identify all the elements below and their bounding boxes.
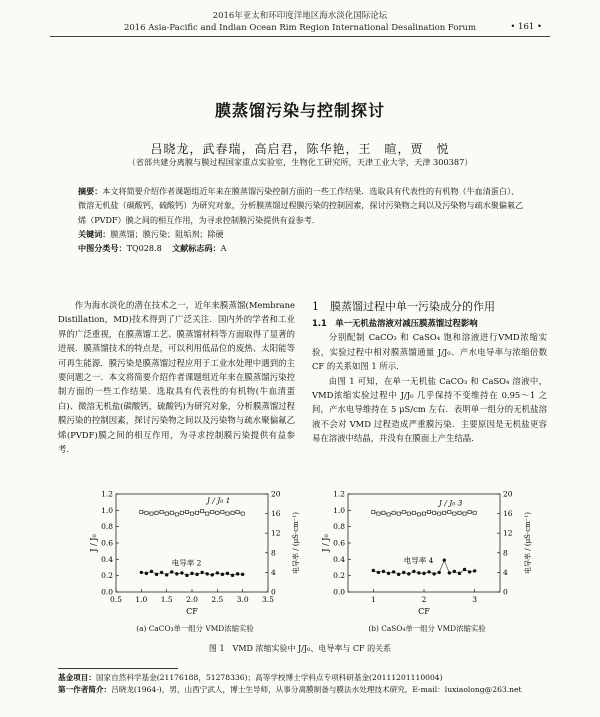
data-point xyxy=(195,511,198,514)
data-point xyxy=(200,571,203,574)
data-point xyxy=(190,512,193,515)
data-point xyxy=(160,510,163,513)
data-point xyxy=(387,513,390,516)
data-point xyxy=(241,573,244,576)
data-point xyxy=(190,572,193,575)
data-point xyxy=(407,512,410,515)
y-left-tick-label: 0.0 xyxy=(101,587,113,597)
fund-text: 国家自然科学基金(21176188，51278336)；高等学校博士学科点专项科研基金(20111201110004) xyxy=(95,673,443,682)
data-point xyxy=(180,571,183,574)
data-point xyxy=(377,512,380,515)
y-left-tick-label: 0.4 xyxy=(333,554,345,564)
y-left-axis-label: J / J₀ xyxy=(89,534,98,552)
data-point xyxy=(170,570,173,573)
data-point xyxy=(195,573,198,576)
data-point xyxy=(372,510,375,513)
data-point xyxy=(443,558,446,561)
plot-frame xyxy=(116,494,268,592)
right-column xyxy=(312,298,547,446)
data-point xyxy=(236,510,239,513)
clc-label: 中图分类号： xyxy=(78,243,127,254)
data-point xyxy=(392,511,395,514)
header-rule xyxy=(50,36,550,37)
y-right-tick-label: 20 xyxy=(503,489,513,499)
y-left-tick-label: 0.0 xyxy=(333,587,345,597)
y-left-tick-label: 0.6 xyxy=(333,538,345,548)
plot-frame xyxy=(348,494,500,592)
y-left-tick-label: 1.0 xyxy=(333,505,345,515)
clc-value: TQ028.8 xyxy=(126,243,162,254)
data-point xyxy=(165,512,168,515)
caption-a: (a) CaCO₃单一组分 VMD浓缩实验 xyxy=(136,624,254,633)
y-left-tick-label: 0.6 xyxy=(101,538,113,548)
series-label: J / J₀ 1 xyxy=(206,495,231,505)
y-right-tick-label: 8 xyxy=(271,548,276,558)
y-left-tick-label: 1.0 xyxy=(101,505,113,515)
x-tick-label: 2 xyxy=(421,595,427,604)
data-point xyxy=(427,570,430,573)
data-point xyxy=(402,510,405,513)
data-point xyxy=(221,573,224,576)
data-point xyxy=(155,511,158,514)
doc-label: 文献标志码： xyxy=(172,243,221,254)
data-point xyxy=(387,572,390,575)
data-point xyxy=(412,511,415,514)
data-point xyxy=(160,571,163,574)
header-en: 2016 Asia-Pacific and Indian Ocean Rim Region International Desalination Forum xyxy=(123,23,477,33)
footnote-rule xyxy=(58,668,178,669)
data-point xyxy=(185,574,188,577)
data-point xyxy=(433,511,436,514)
data-point xyxy=(397,573,400,576)
author-bio-text: 吕晓龙(1964-)，男，山西宁武人，博士生导师，从事分离膜制备与膜法水处理技术研究，E-mail：luxiaolong@263.net xyxy=(111,684,522,694)
data-point xyxy=(216,571,219,574)
data-point xyxy=(402,571,405,574)
abstract-text: 本文将简要介绍作者课题组近年来在膜蒸馏污染控制方面的一些工作结果．选取具有代表性的有机物（牛血清蛋白）、微溶无机盐（碳酸钙，硫酸钙）为研究对象，分析膜蒸馏过程膜污染的控制因素，探讨污染物之间以及污染物与疏水聚偏氟乙烯（PVDF）膜之间的相互作用，为寻求控制膜污染提供有益参考． xyxy=(78,186,524,225)
x-tick-label: 2.5 xyxy=(211,595,224,604)
data-point xyxy=(145,511,148,514)
y-left-tick-label: 0.4 xyxy=(101,554,113,564)
data-point xyxy=(422,572,425,575)
data-point xyxy=(231,511,234,514)
data-point xyxy=(463,568,466,571)
data-point xyxy=(155,573,158,576)
y-right-tick-label: 0 xyxy=(271,587,276,597)
x-tick-label: 1.0 xyxy=(135,595,148,604)
y-left-tick-label: 0.8 xyxy=(101,522,113,532)
y-right-tick-label: 4 xyxy=(503,567,508,577)
header-cn: 2016年亚太和环印度洋地区海水淡化国际论坛 xyxy=(212,11,388,21)
data-point xyxy=(165,573,168,576)
data-point xyxy=(145,572,148,575)
series-label: 电导率 4 xyxy=(403,555,434,565)
data-point xyxy=(140,510,143,513)
y-left-tick-label: 0.2 xyxy=(333,571,345,581)
data-point xyxy=(150,570,153,573)
x-tick-label: 2.0 xyxy=(186,595,198,604)
x-axis-label: CF xyxy=(418,607,430,616)
data-point xyxy=(438,571,441,574)
data-point xyxy=(211,510,214,513)
paper-title: 膜蒸馏污染与控制探讨 xyxy=(214,101,385,120)
series-label: 电导率 2 xyxy=(171,558,202,568)
data-point xyxy=(377,571,380,574)
y-right-tick-label: 8 xyxy=(503,548,508,558)
data-point xyxy=(372,569,375,572)
data-point xyxy=(226,572,229,575)
data-point xyxy=(226,512,229,515)
data-point xyxy=(382,511,385,514)
intro-paragraph: 作为海水淡化的潜在技术之一，近年来膜蒸馏(Membrane Distillation，MD)技术得到了广泛关注．国内外的学者和工业界的广泛重视，在膜蒸馏工艺、膜蒸馏材料等方面取得了显著的进展．膜蒸馏技术的特点是，可以利用低品位的废热、太阳能等可再生能源．膜污染是膜蒸馏过程应用于工业水处理中遇到的主要问题之一．本文将简要介绍作者课题组近年来在膜蒸馏污染控制方面的一些工作结果．选取具有代表性的有机物(牛血清蛋白)、微溶无机盐(碳酸钙，硫酸钙)为研究对象，分析膜蒸馏过程膜污染的控制因素，探讨污染物之间以及污染物与疏水聚偏氟乙烯(PVDF)膜之间的相互作用，为寻求控制膜污染提供有益参考． xyxy=(58,300,295,455)
data-point xyxy=(170,511,173,514)
data-point xyxy=(175,513,178,516)
doc-value: A xyxy=(220,243,227,254)
data-point xyxy=(463,512,466,515)
x-tick-label: 1 xyxy=(370,595,376,604)
abstract-label: 摘要： xyxy=(78,186,103,196)
data-point xyxy=(443,511,446,514)
data-point xyxy=(473,569,476,572)
y-right-tick-label: 20 xyxy=(271,489,281,499)
y-left-tick-label: 1.2 xyxy=(333,489,345,499)
y-left-tick-label: 0.8 xyxy=(333,522,345,532)
data-point xyxy=(417,571,420,574)
y-right-tick-label: 16 xyxy=(271,509,281,519)
keywords: 膜蒸馏；膜污染；阻垢剂；除硬 xyxy=(110,228,224,239)
figure-caption: 图 1 VMD 浓缩实验中 J/J₀、电导率与 CF 的关系 xyxy=(208,644,392,653)
affiliation: （省部共建分离膜与膜过程国家重点实验室，生物化工研究所，天津工业大学，天津 300387） xyxy=(127,157,473,167)
data-point xyxy=(206,512,209,515)
data-point xyxy=(453,570,456,573)
data-point xyxy=(201,510,204,513)
data-point xyxy=(412,570,415,573)
data-point xyxy=(221,510,224,513)
y-left-tick-label: 1.2 xyxy=(101,489,113,499)
data-point xyxy=(185,510,188,513)
data-point xyxy=(427,510,430,513)
data-point xyxy=(448,510,451,513)
left-column xyxy=(58,298,295,456)
chart-b xyxy=(318,488,538,620)
chart-a xyxy=(86,488,306,620)
data-point xyxy=(211,573,214,576)
data-point xyxy=(422,512,425,515)
y-left-axis-label: J / J₀ xyxy=(321,534,330,552)
data-point xyxy=(206,572,209,575)
data-point xyxy=(175,572,178,575)
y-right-axis-label: 电导率 / (μS·cm⁻¹) xyxy=(292,512,300,574)
y-right-tick-label: 12 xyxy=(271,528,281,538)
y-left-tick-label: 0.2 xyxy=(101,571,113,581)
y-right-tick-label: 4 xyxy=(271,567,276,577)
y-right-tick-label: 0 xyxy=(503,587,508,597)
x-tick-label: 3.5 xyxy=(262,595,274,604)
caption-b: (b) CaSO₄单一组分 VMD浓缩实验 xyxy=(368,624,486,633)
data-point xyxy=(180,511,183,514)
right-paragraph-1: 分别配制 CaCO₃ 和 CaSO₄ 饱和溶液进行VMD浓缩实验，实验过程中相对膜蒸馏通量 J/J₀、产水电导率与浓缩倍数 CF 的关系如图 1 所示． xyxy=(312,332,547,372)
authors: 吕晓龙，武春瑞，高启君，陈华艳，王 暄，贾 悦 xyxy=(150,142,450,156)
data-point xyxy=(468,570,471,573)
data-point xyxy=(468,510,471,513)
data-point xyxy=(397,512,400,515)
data-point xyxy=(392,570,395,573)
data-point xyxy=(140,571,143,574)
x-axis-label: CF xyxy=(186,607,198,616)
fund-label: 基金项目： xyxy=(58,673,96,682)
series-label: J / J₀ 3 xyxy=(438,498,463,508)
x-tick-label: 3.0 xyxy=(236,595,249,604)
data-point xyxy=(417,513,420,516)
y-right-tick-label: 16 xyxy=(503,509,513,519)
data-point xyxy=(150,512,153,515)
data-point xyxy=(438,512,441,515)
data-point xyxy=(458,572,461,575)
x-tick-label: 1.5 xyxy=(160,595,173,604)
y-right-tick-label: 12 xyxy=(503,528,513,538)
footnotes xyxy=(58,672,550,695)
data-point xyxy=(216,511,219,514)
abstract-block xyxy=(78,184,526,255)
data-point xyxy=(236,572,239,575)
section-title: 1 膜蒸馏过程中单一污染成分的作用 xyxy=(312,300,495,313)
y-right-axis-label: 电导率 / (μS·cm⁻¹) xyxy=(524,512,532,574)
data-point xyxy=(473,511,476,514)
data-point xyxy=(432,572,435,575)
data-point xyxy=(448,571,451,574)
data-point xyxy=(458,511,461,514)
data-point xyxy=(231,574,234,577)
data-point xyxy=(382,570,385,573)
x-tick-label: 3 xyxy=(472,595,478,604)
author-bio-label: 第一作者简介： xyxy=(58,684,112,694)
subsection-title: 1.1 单一无机盐溶液对减压膜蒸馏过程影响 xyxy=(312,318,478,328)
data-point xyxy=(453,512,456,515)
x-tick-label: 0.5 xyxy=(110,595,122,604)
data-point xyxy=(241,512,244,515)
page-number: • 161 • xyxy=(510,22,542,32)
data-point xyxy=(407,572,410,575)
keywords-label: 关键词： xyxy=(78,228,111,239)
right-paragraph-2: 由图 1 可知，在单一无机盐 CaCO₃ 和 CaSO₄ 溶液中，VMD浓缩实验过程中 J/J₀ 几乎保持不变维持在 0.95～1 之间，产水电导维持在 5 μS/cm 左右．表明单一组分的无机盐溶液不会对 VMD 过程造成严重膜污染．主要原因是无机盐更容易在溶液中结晶，并没有在膜面上产生结晶． xyxy=(312,375,547,444)
